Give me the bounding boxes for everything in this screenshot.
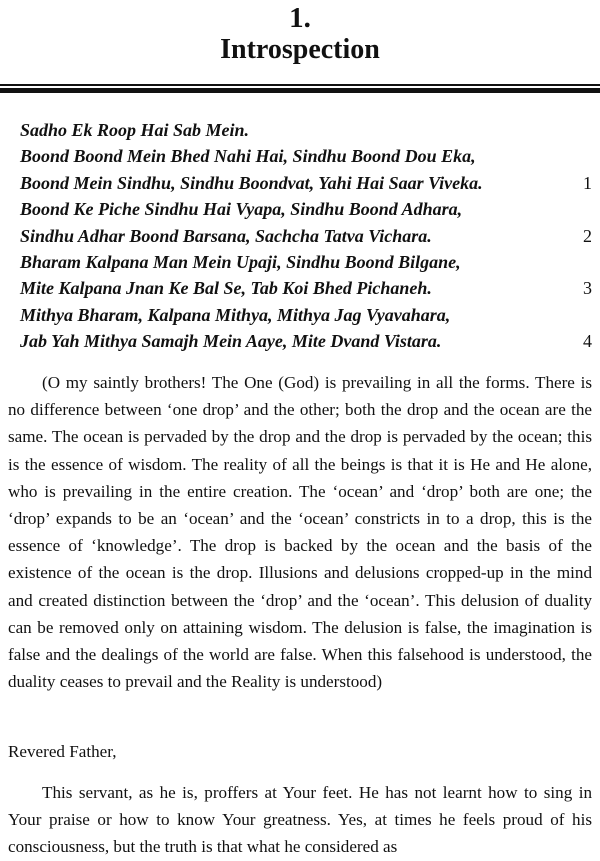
chapter-number: 1. bbox=[289, 2, 311, 34]
verse-text: Sadho Ek Roop Hai Sab Mein. bbox=[20, 120, 250, 140]
verse-line bbox=[20, 305, 600, 331]
verse-line bbox=[20, 226, 600, 252]
verse-line bbox=[20, 146, 600, 172]
header-rule-thick bbox=[0, 88, 600, 93]
verse-block bbox=[20, 120, 600, 358]
verse-number: 4 bbox=[583, 331, 592, 352]
salutation: Revered Father, bbox=[8, 742, 117, 761]
verse-number: 2 bbox=[583, 225, 592, 246]
verse-text: Jab Yah Mithya Samajh Mein Aaye, Mite Dvand Vistara. bbox=[20, 331, 442, 352]
verse-text: Bharam Kalpana Man Mein Upaji, Sindhu Boond Bilgane, bbox=[20, 251, 461, 272]
verse-text: Boond Boond Mein Bhed Nahi Hai, Sindhu Boond Dou Eka, bbox=[20, 146, 476, 167]
verse-line bbox=[20, 252, 600, 278]
verse-line bbox=[20, 278, 600, 304]
verse-text: Sindhu Adhar Boond Barsana, Sachcha Tatva Vichara. bbox=[20, 225, 432, 246]
verse-text: Mithya Bharam, Kalpana Mithya, Mithya Jag Vyavahara, bbox=[20, 304, 451, 325]
verse-text: Boond Mein Sindhu, Sindhu Boondvat, Yahi Hai Saar Viveka. bbox=[20, 172, 483, 193]
verse-text: Boond Ke Piche Sindhu Hai Vyapa, Sindhu Boond Adhara, bbox=[20, 199, 463, 220]
verse-number: 1 bbox=[583, 172, 592, 193]
verse-text: Mite Kalpana Jnan Ke Bal Se, Tab Koi Bhed Pichaneh. bbox=[20, 278, 432, 299]
verse-number: 3 bbox=[583, 278, 592, 299]
verse-line bbox=[20, 120, 600, 146]
translation-paragraph: (O my saintly brothers! The One (God) is prevailing in all the forms. There is no difference between ‘one drop’ and the other; both the drop and the ocean are the same. The ocean is pervaded by the drop and the drop is pervaded by the ocean; this is the essence of wisdom. The reality of all the beings is that it is He and He alone, who is prevailing in the entire creation. The ‘ocean’ and ‘drop’ both are one; the ‘drop’ expands to be an ‘ocean’ and the ‘ocean’ constricts in to a drop, this is the essence of ‘knowledge’. The drop is backed by the ocean and the basis of the existence of the ocean is the drop. Illusions and delusions cropped-up in the mind and created distinction between the ‘drop’ and the ‘ocean’. This delusion of duality can be removed only on attaining wisdom. The delusion is false, the imagination is false and the dealings of the world are false. When this falsehood is understood, the duality ceases to prevail and the Reality is understood) bbox=[8, 373, 592, 692]
header-rule-thin bbox=[0, 84, 600, 86]
chapter-title: Introspection bbox=[220, 34, 380, 65]
verse-line bbox=[20, 331, 600, 357]
verse-line bbox=[20, 199, 600, 225]
body-paragraph: This servant, as he is, proffers at Your feet. He has not learnt how to sing in Your praise or how to know Your greatness. Yes, at times he feels proud of his consciousness, but the truth is that what he considered as bbox=[8, 783, 592, 857]
verse-line bbox=[20, 173, 600, 199]
